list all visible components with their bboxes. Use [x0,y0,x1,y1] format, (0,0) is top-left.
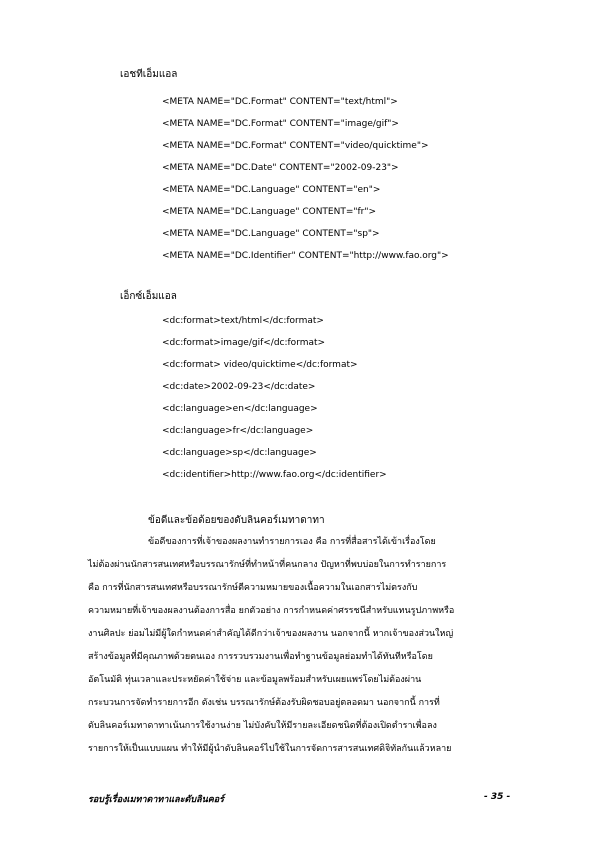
paragraph-line: อัตโนมัติ ทุ่นเวลาและประหยัดค่าใช้จ่าย และข้อมูลพร้อมสำหรับเผยแพร่โดยไม่ต้องผ่าน [88,675,422,685]
html-meta-line: <META NAME="DC.Language" CONTENT="sp"> [162,229,380,239]
paragraph-line: ข้อดีของการที่เจ้าของผลงานทำรายการเอง คือ การที่สื่อสารได้เข้าเรื่องโดย [148,537,436,547]
page-number: - 35 - [484,792,511,802]
html-meta-line: <META NAME="DC.Identifier" CONTENT="http://www.fao.org"> [162,251,449,261]
xml-section-heading: เอ็กซ์เอ็มแอล [120,291,177,302]
xml-element-line: <dc:date>2002-09-23</dc:date> [162,382,316,392]
paragraph-line: สร้างข้อมูลที่มีคุณภาพด้วยตนเอง การรวบรวมงานเพื่อทำฐานข้อมูลย่อมทำได้ทันทีหรือโดย [88,652,433,662]
html-meta-line: <META NAME="DC.Date" CONTENT="2002-09-23"> [162,163,399,173]
xml-element-line: <dc:format>image/gif</dc:format> [162,338,326,348]
paragraph-line: งานศิลปะ ย่อมไม่มีผู้ใดกำหนดค่าสำคัญได้ดีกว่าเจ้าของผลงาน นอกจากนี้ หากเจ้าของส่วนใหญ่ [88,629,454,639]
paragraph-line: รายการให้เป็นแบบแผน ทำให้มีผู้นำดับลินคอร์ไปใช้ในการจัดการสารสนเทศดิจิทัลกันแล้วหลาย [88,744,452,754]
paragraph-line: กระบวนการจัดทำรายการอีก ดังเช่น บรรณารักษ์ต้องรับผิดชอบอยู่ตลอดมา นอกจากนี้ การที่ [88,698,440,708]
xml-element-line: <dc:language>en</dc:language> [162,404,318,414]
footer-title: รอบรู้เรื่องเมทาดาทาและดับลินคอร์ [88,795,225,805]
pros-cons-heading: ข้อดีและข้อด้อยของดับลินคอร์เมทาดาทา [148,515,325,526]
paragraph-line: ไม่ต้องผ่านนักสารสนเทศหรือบรรณารักษ์ที่ทำหน้าที่คนกลาง ปัญหาที่พบบ่อยในการทำรายการ [88,560,447,570]
html-meta-line: <META NAME="DC.Format" CONTENT="image/gif"> [162,119,399,129]
html-meta-line: <META NAME="DC.Language" CONTENT="fr"> [162,207,377,217]
xml-element-line: <dc:language>sp</dc:language> [162,448,317,458]
xml-element-line: <dc:format>text/html</dc:format> [162,316,324,326]
xml-element-line: <dc:language>fr</dc:language> [162,426,314,436]
paragraph-line: คือ การที่นักสารสนเทศหรือบรรณารักษ์ตีความหมายของเนื้อความในเอกสารไม่ตรงกับ [88,583,418,593]
html-meta-line: <META NAME="DC.Format" CONTENT="video/quicktime"> [162,141,429,151]
html-meta-line: <META NAME="DC.Language" CONTENT="en"> [162,185,381,195]
xml-element-line: <dc:identifier>http://www.fao.org</dc:identifier> [162,470,387,480]
paragraph-line: ความหมายที่เจ้าของผลงานต้องการสื่อ ยกตัวอย่าง การกำหนดค่าศรรชนีสำหรับแทนรูปภาพหรือ [88,606,455,616]
paragraph-line: ดับลินคอร์เมทาดาทาเน้นการใช้งานง่าย ไม่บังคับให้มีรายละเอียดชนิดที่ต้องเปิดตำราเพื่อลง [88,721,437,731]
xml-element-line: <dc:format> video/quicktime</dc:format> [162,360,358,370]
html-section-heading: เอชทีเอ็มแอล [120,69,178,80]
html-meta-line: <META NAME="DC.Format" CONTENT="text/html"> [162,97,398,107]
